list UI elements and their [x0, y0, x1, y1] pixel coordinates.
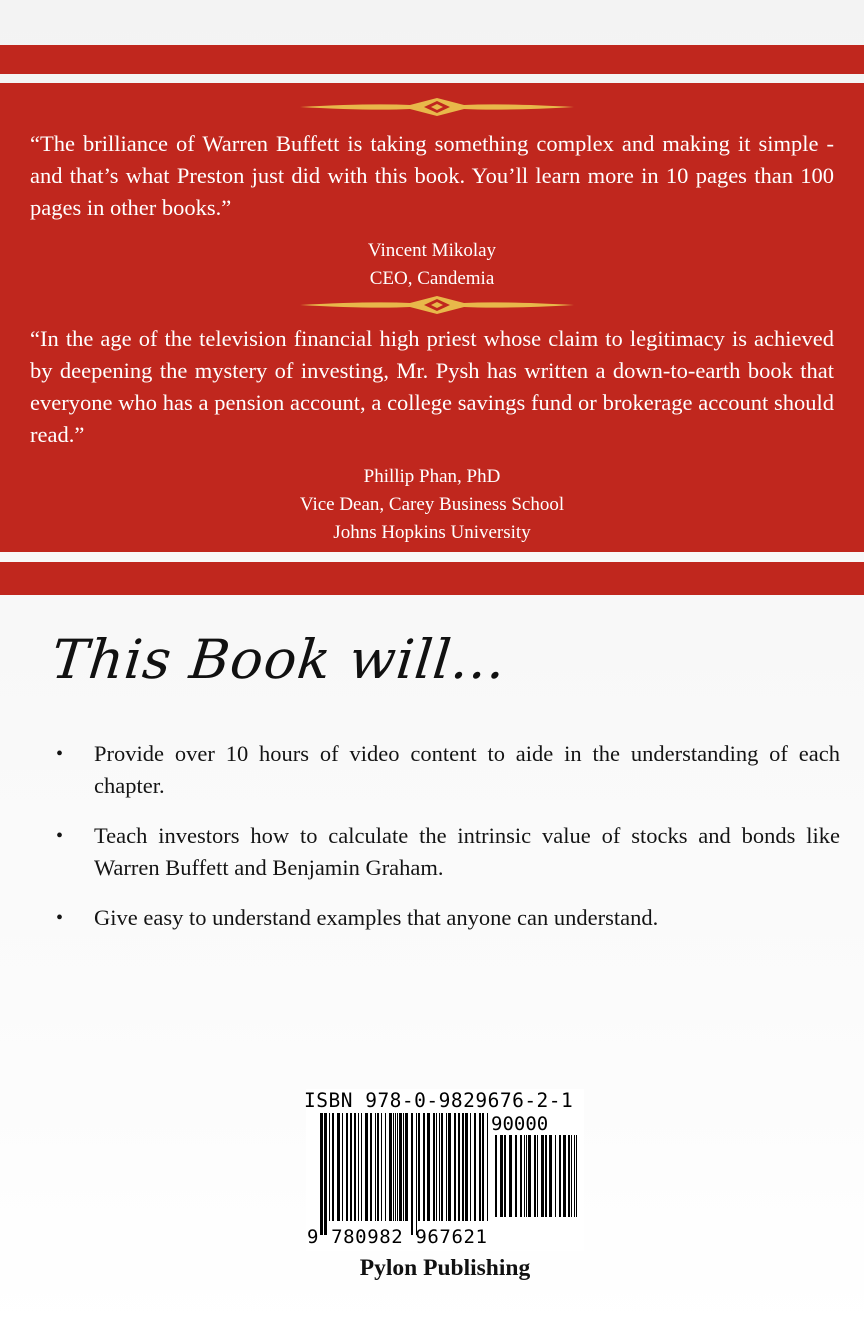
barcode-bar [528, 1135, 531, 1217]
barcode-bar [354, 1113, 356, 1221]
barcode-bar [545, 1135, 547, 1217]
attribution-title: CEO, Candemia [369, 268, 495, 289]
barcode-bar [563, 1135, 566, 1217]
barcode-bar [436, 1113, 437, 1221]
barcode-bar [454, 1113, 456, 1221]
attribution-title: Vice Dean, Carey Business School [299, 494, 565, 515]
barcode-bar [332, 1113, 334, 1221]
isbn-label: ISBN 978-0-9829676-2-1 [304, 1089, 574, 1112]
price-addon-label: 90000 [491, 1113, 549, 1135]
barcode-bar [568, 1135, 570, 1217]
barcode-bar [576, 1135, 577, 1217]
barcode-bar [411, 1113, 413, 1235]
list-item-text: Give easy to understand examples that anyone can understand. [94, 905, 659, 930]
barcode-bar [470, 1113, 471, 1221]
barcode-bar [405, 1113, 408, 1221]
barcode-bar [377, 1113, 379, 1221]
barcode-bar [482, 1113, 484, 1221]
quote-text: “The brilliance of Warren Buffett is taking something complex and making it simple - and that’s what Preston just did with this book. You’ll learn more in 10 pages than 100 pages in other books.” [30, 131, 834, 220]
barcode-bar [365, 1113, 368, 1221]
barcode-bar [504, 1135, 506, 1217]
list-item-text: Teach investors how to calculate the intrinsic value of stocks and bonds like Warren Buffett and Benjamin Graham. [94, 823, 840, 880]
barcode-bar [509, 1135, 512, 1217]
attribution-institution: Johns Hopkins University [333, 522, 531, 543]
quote-attribution [0, 237, 864, 293]
bullet-icon: • [56, 907, 64, 929]
barcode-bar [446, 1113, 447, 1221]
gold-diamond-flourish-icon [300, 294, 574, 316]
barcode-bar [350, 1113, 352, 1221]
barcode-bar [515, 1135, 517, 1217]
barcode-bar [399, 1113, 402, 1221]
section-heading: This Book will... [48, 628, 510, 691]
barcode-bar [403, 1113, 404, 1221]
barcode-bar [500, 1135, 503, 1217]
barcode-bar [342, 1113, 343, 1221]
quote-text: “In the age of the television financial high priest whose claim to legitimacy is achieved by deepening the mystery of investing, Mr. Pysh has written a down-to-earth book that everyone who has a pension account, a college savings fund or brokerage account should read.” [30, 326, 834, 447]
publisher-name: Pylon Publishing [359, 1255, 531, 1281]
ean-number: 9 780982 967621 [307, 1226, 488, 1248]
barcode-bar [487, 1113, 488, 1221]
barcode-bar [389, 1113, 392, 1221]
barcode-bar [324, 1113, 327, 1235]
barcode-bar [479, 1113, 481, 1221]
barcode-bar [458, 1113, 460, 1221]
barcode-bar [574, 1135, 575, 1217]
barcode-bar [329, 1113, 330, 1221]
barcode-bar [416, 1113, 417, 1235]
barcode-icon [320, 1113, 488, 1235]
barcode-bar [395, 1113, 396, 1221]
barcode-bar [541, 1135, 544, 1217]
attribution-name: Vincent Mikolay [367, 240, 497, 261]
barcode-bar [495, 1135, 497, 1217]
barcode-bar [393, 1113, 394, 1221]
feature-list [56, 738, 840, 934]
attribution-name: Phillip Phan, PhD [363, 466, 501, 487]
red-top-strip [0, 45, 864, 74]
barcode-bar [337, 1113, 340, 1221]
barcode-bar [385, 1113, 386, 1221]
list-item [56, 738, 840, 802]
barcode-bar [423, 1113, 425, 1221]
barcode-bar [375, 1113, 376, 1221]
barcode-bar [520, 1135, 522, 1217]
list-item-text: Provide over 10 hours of video content to aide in the understanding of each chapter. [94, 741, 840, 798]
barcode-bar [433, 1113, 435, 1221]
barcode-bar [346, 1113, 348, 1221]
addon-barcode-icon [495, 1135, 577, 1231]
barcode-bar [358, 1113, 359, 1221]
barcode-bar [571, 1135, 572, 1217]
barcode-bar [439, 1113, 440, 1221]
barcode-bar [370, 1113, 372, 1221]
barcode-bar [418, 1113, 420, 1221]
barcode-bar [397, 1113, 398, 1221]
barcode-bar [465, 1113, 468, 1221]
barcode-bar [524, 1135, 525, 1217]
barcode-bar [549, 1135, 552, 1217]
barcode-bar [537, 1135, 538, 1217]
quote-attribution [0, 463, 864, 547]
barcode-bar [448, 1113, 451, 1221]
barcode-bar [427, 1113, 430, 1221]
list-item [56, 902, 840, 934]
red-bottom-strip [0, 562, 864, 595]
barcode-bar [320, 1113, 323, 1235]
gold-diamond-flourish-icon [300, 96, 574, 118]
bullet-icon: • [56, 743, 64, 765]
barcode-bar [526, 1135, 527, 1217]
barcode-bar [361, 1113, 362, 1221]
barcode-bar [381, 1113, 382, 1221]
barcode-bar [534, 1135, 536, 1217]
list-item [56, 820, 840, 884]
bullet-icon: • [56, 825, 64, 847]
barcode-bar [462, 1113, 464, 1221]
barcode-bar [441, 1113, 443, 1221]
barcode-bar [559, 1135, 561, 1217]
barcode-bar [555, 1135, 556, 1217]
barcode-bar [474, 1113, 476, 1221]
